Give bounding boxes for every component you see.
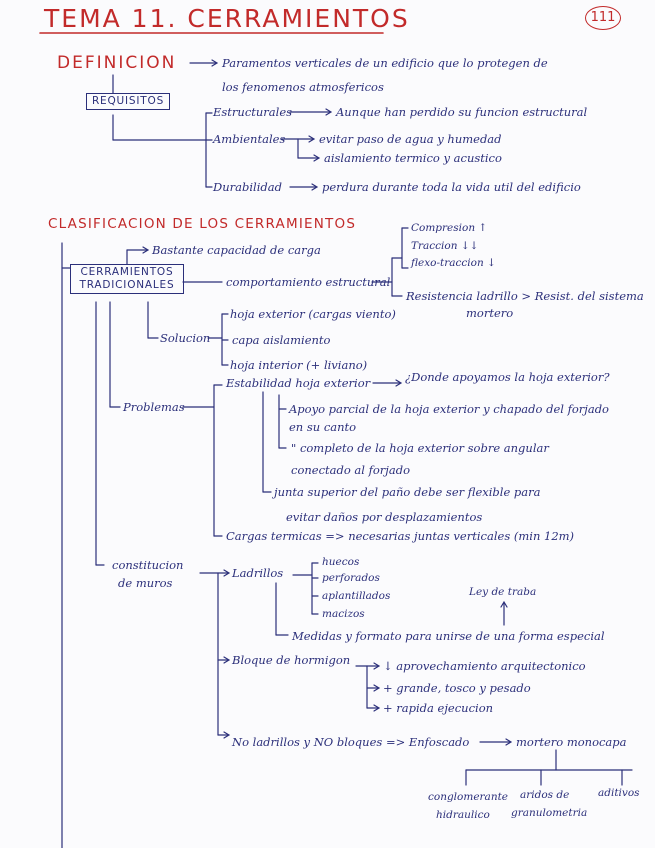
macizos-label: macizos: [322, 608, 365, 620]
page-number-badge: 111: [585, 6, 621, 30]
durabilidad-label: Durabilidad: [213, 180, 282, 194]
hoja-interior-label: hoja interior (+ liviano): [230, 358, 368, 372]
tradicionales-box: [70, 264, 184, 294]
clasificacion-heading: CLASIFICACION DE LOS CERRAMIENTOS: [48, 216, 357, 232]
resistencia-line1: Resistencia ladrillo > Resist. del sistema: [406, 289, 644, 303]
apoyo-line1: Apoyo parcial de la hoja exterior y chapado del forjado: [289, 402, 609, 416]
junta-line2: evitar daños por desplazamientos: [286, 510, 483, 524]
estabilidad-label: Estabilidad hoja exterior: [226, 376, 371, 390]
perforados-label: perforados: [322, 572, 380, 584]
huecos-label: huecos: [322, 556, 360, 568]
aditivos-label: aditivos: [598, 787, 640, 799]
definicion-heading: DEFINICION: [57, 53, 177, 73]
mortero-label: mortero monocapa: [516, 735, 627, 749]
constitucion-line2: de muros: [118, 576, 173, 590]
resistencia-line2: mortero: [466, 306, 514, 320]
estructurales-note: Aunque han perdido su funcion estructural: [336, 105, 588, 119]
capacidad-note: Bastante capacidad de carga: [152, 243, 321, 257]
hoja-exterior-label: hoja exterior (cargas viento): [230, 307, 396, 321]
constitucion-line1: constitucion: [112, 558, 184, 572]
definicion-text-line2: los fenomenos atmosfericos: [222, 80, 384, 94]
ley-traba-label: Ley de traba: [469, 586, 537, 598]
ambientales-note1: evitar paso de agua y humedad: [319, 132, 502, 146]
aridos-line2: granulometria: [511, 807, 588, 819]
estructurales-label: Estructurales: [213, 105, 293, 119]
comportamiento-label: comportamiento estructural: [226, 275, 391, 289]
definicion-text-line1: Paramentos verticales de un edificio que lo protegen de: [222, 56, 548, 70]
completo-line1: " completo de la hoja exterior sobre angular: [291, 441, 549, 455]
solucion-label: Solucion: [160, 331, 211, 345]
ambientales-label: Ambientales: [213, 132, 286, 146]
tradicionales-line2: TRADICIONALES: [79, 279, 175, 291]
conglomerante-line2: hidraulico: [436, 809, 490, 821]
aridos-line1: aridos de: [520, 789, 570, 801]
pregunta-label: ¿Donde apoyamos la hoja exterior?: [405, 370, 610, 384]
page-title: TEMA 11. CERRAMIENTOS: [44, 4, 410, 33]
cargas-termicas-label: Cargas termicas => necesarias juntas verticales (min 12m): [226, 529, 575, 543]
compresion-label: Compresion ↑: [411, 222, 488, 234]
problemas-label: Problemas: [123, 400, 185, 414]
ladrillos-label: Ladrillos: [232, 566, 284, 580]
requisitos-box: REQUISITOS: [86, 93, 170, 110]
ambientales-note2: aislamiento termico y acustico: [324, 151, 502, 165]
aplantillados-label: aplantillados: [322, 590, 391, 602]
capa-aislamiento-label: capa aislamiento: [232, 333, 331, 347]
no-ladrillos-label: No ladrillos y NO bloques => Enfoscado: [232, 735, 470, 749]
apoyo-line2: en su canto: [289, 420, 357, 434]
bloque-note1: ↓ aprovechamiento arquitectonico: [383, 659, 586, 673]
tradicionales-line1: CERRAMIENTOS: [80, 266, 174, 278]
traccion-label: Traccion ↓↓: [411, 240, 479, 252]
junta-line1: junta superior del paño debe ser flexible para: [274, 485, 541, 499]
medidas-label: Medidas y formato para unirse de una forma especial: [292, 629, 605, 643]
durabilidad-note: perdura durante toda la vida util del edificio: [322, 180, 581, 194]
bloque-note2: + grande, tosco y pesado: [383, 681, 531, 695]
conglomerante-line1: conglomerante: [428, 791, 509, 803]
bloque-note3: + rapida ejecucion: [383, 701, 494, 715]
bloque-label: Bloque de hormigon: [232, 653, 351, 667]
completo-line2: conectado al forjado: [291, 463, 411, 477]
flexo-traccion-label: flexo-traccion ↓: [411, 257, 496, 269]
